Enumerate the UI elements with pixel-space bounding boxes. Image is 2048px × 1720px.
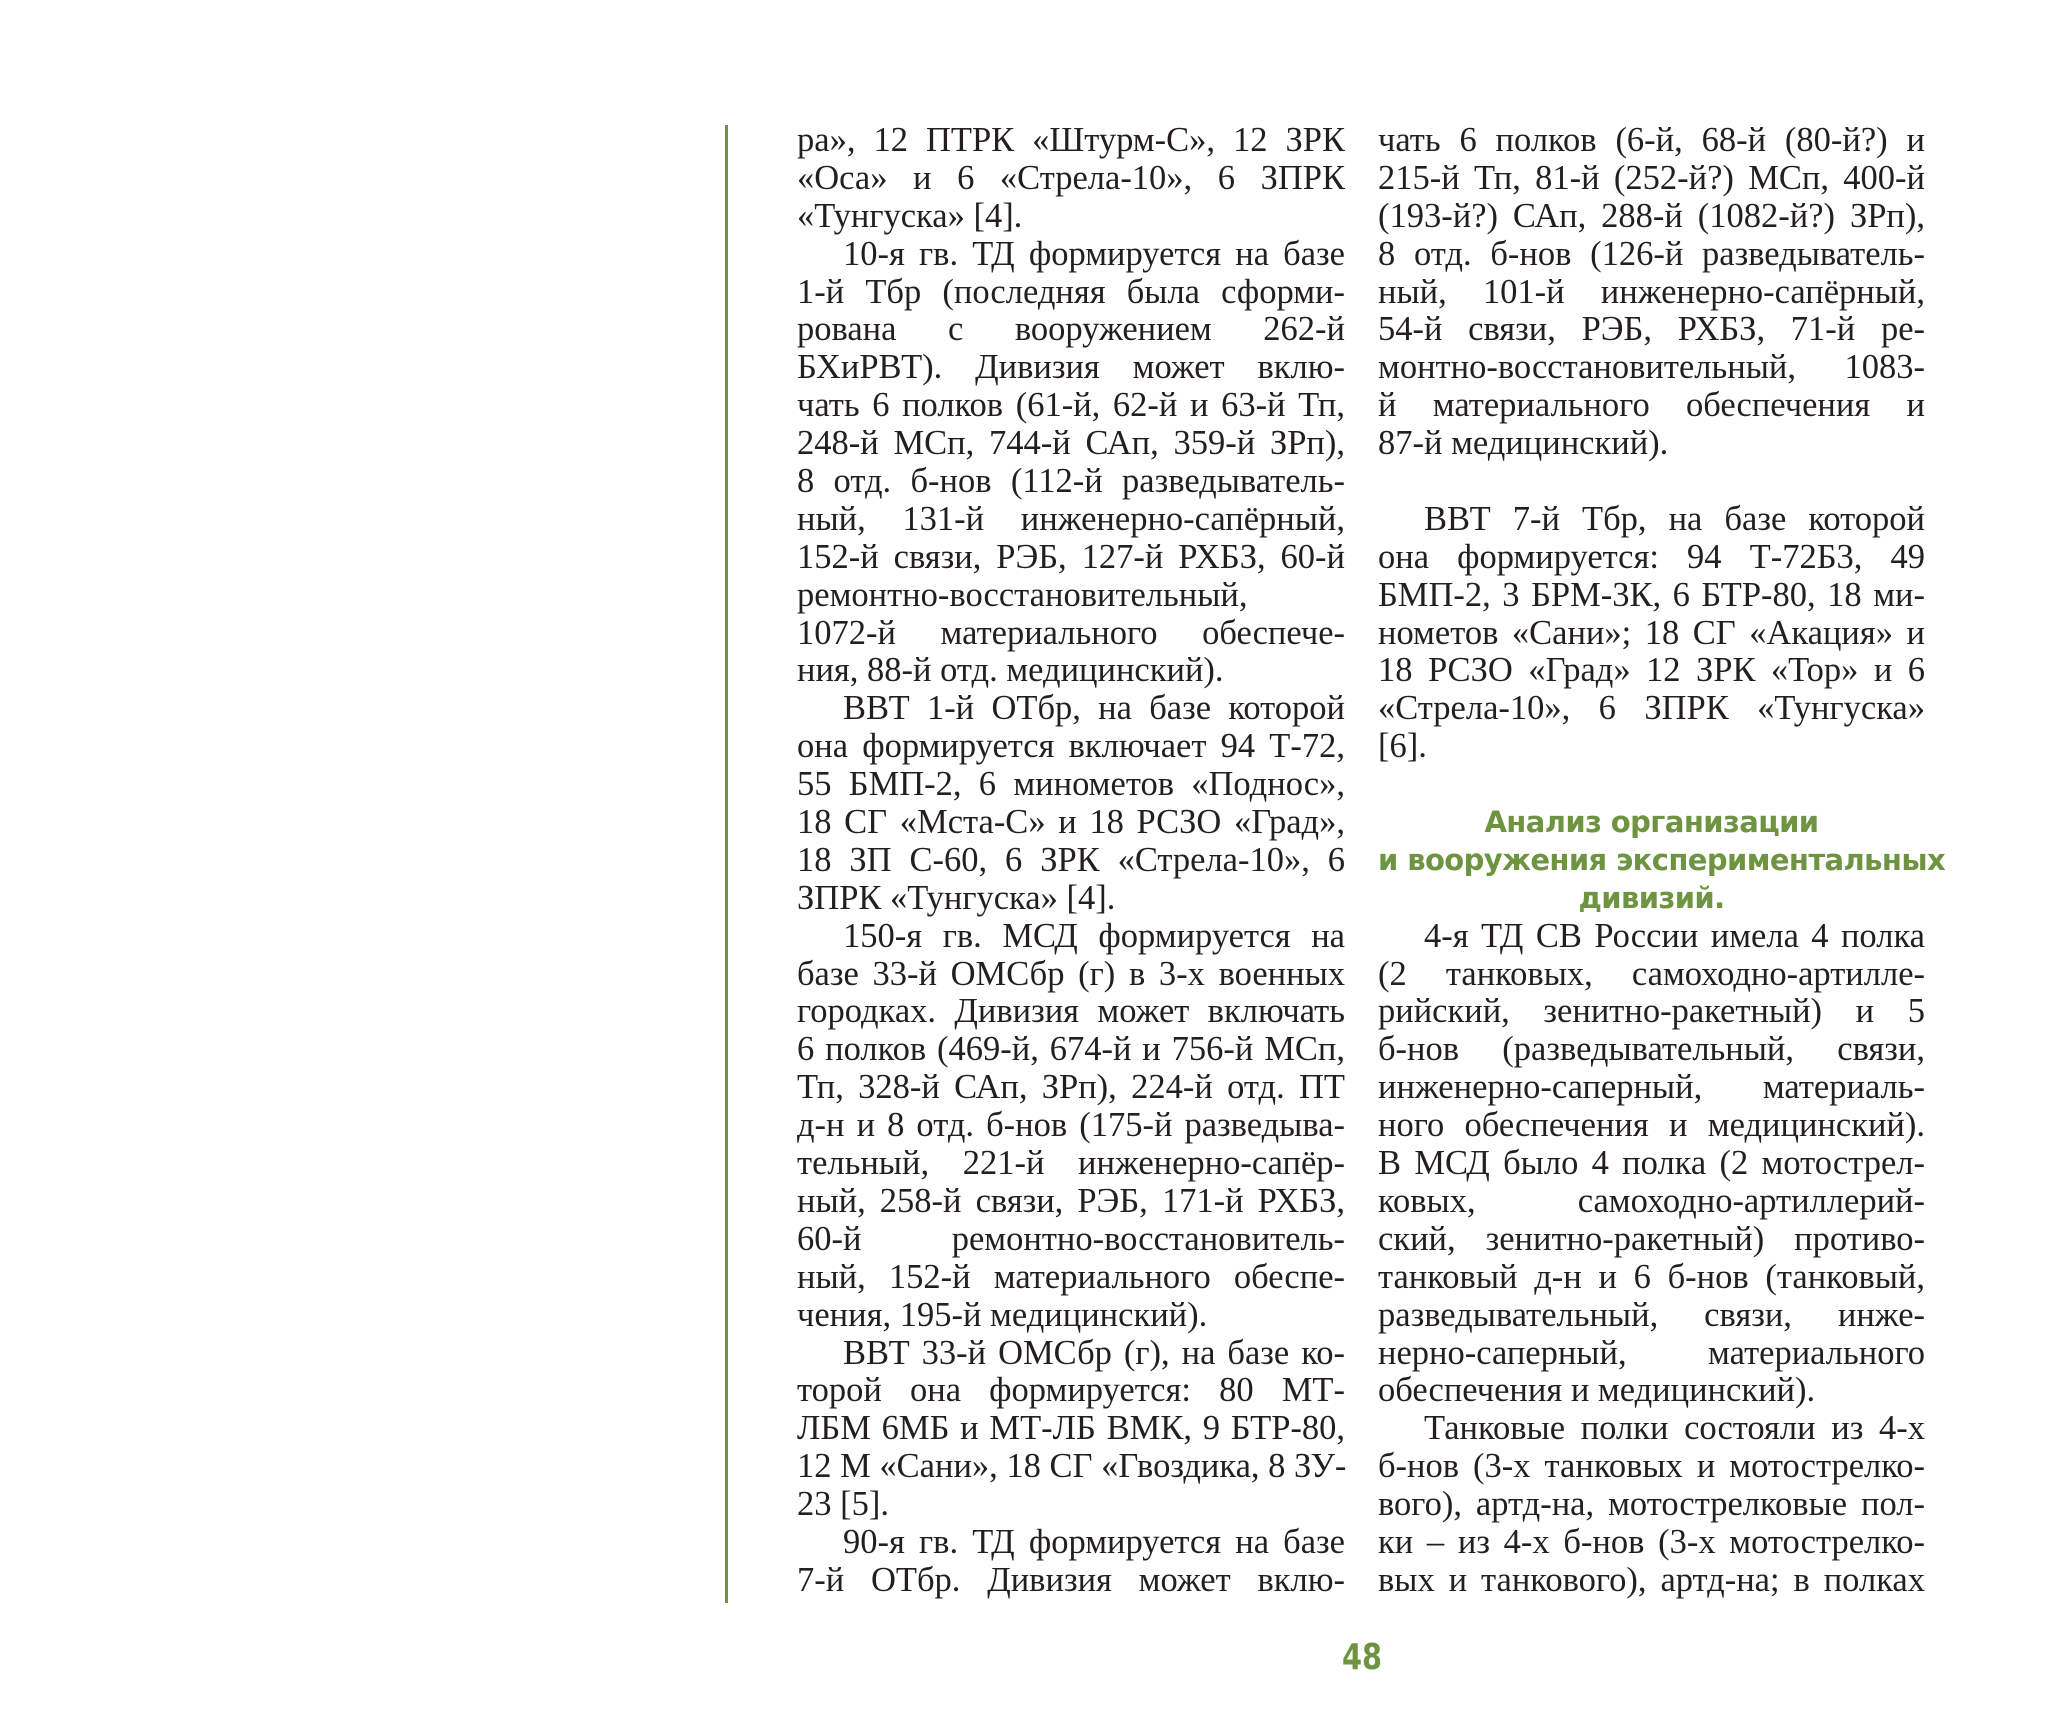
- text-line: ВВТ 1-й ОТбр, на базе которой: [843, 689, 1345, 728]
- text-line: й материального обеспечения и: [1378, 386, 1925, 425]
- text-line: (193-й?) САп, 288-й (1082-й?) ЗРп),: [1378, 196, 1925, 235]
- text-line: 18 ЗП С-60, 6 ЗРК «Стрела-10», 6: [797, 840, 1345, 879]
- text-line: она формируется включает 94 Т-72,: [797, 727, 1345, 766]
- text-line: ский, зенитно-ракетный) противо-: [1378, 1219, 1925, 1258]
- text-line: 18 СГ «Мста-С» и 18 РСЗО «Град»,: [797, 803, 1345, 842]
- text-line: 248-й МСп, 744-й САп, 359-й ЗРп),: [797, 424, 1345, 463]
- text-line: нерно-саперный, материального: [1378, 1333, 1925, 1372]
- text-line: 18 РСЗО «Град» 12 ЗРК «Тор» и 6: [1378, 651, 1925, 690]
- text-line: ного обеспечения и медицинский).: [1378, 1106, 1925, 1145]
- text-line: 23 [5].: [797, 1485, 889, 1524]
- text-line: 90-я гв. ТД формируется на базе: [843, 1522, 1345, 1561]
- text-line: тельный, 221-й инженерно-сапёр-: [797, 1144, 1345, 1183]
- text-line: монтно-восстановительный, 1083-: [1378, 348, 1925, 387]
- text-line: «Оса» и 6 «Стрела-10», 6 ЗПРК: [797, 158, 1345, 197]
- text-line: ный, 101-й инженерно-сапёрный,: [1378, 272, 1925, 311]
- text-line: ВВТ 33-й ОМСбр (г), на базе ко-: [843, 1333, 1345, 1372]
- text-line: б-нов (3-х танковых и мотострелко-: [1378, 1447, 1925, 1486]
- text-line: ра», 12 ПТРК «Штурм-С», 12 ЗРК: [797, 121, 1345, 159]
- text-line: 7-й ОТбр. Дивизия может вклю-: [797, 1560, 1345, 1599]
- text-line: вых и танкового), артд-на; в полках: [1378, 1560, 1925, 1599]
- text-line: ковых, самоходно-артиллерий-: [1378, 1181, 1925, 1220]
- text-line: [6].: [1378, 727, 1427, 766]
- text-line: рийский, зенитно-ракетный) и 5: [1378, 992, 1925, 1031]
- text-line: БМП-2, 3 БРМ-3К, 6 БТР-80, 18 ми-: [1378, 575, 1925, 614]
- text-line: разведывательный, связи, инже-: [1378, 1295, 1925, 1334]
- text-line: В МСД было 4 полка (2 мотострел-: [1378, 1144, 1925, 1183]
- text-line: 12 М «Сани», 18 СГ «Гвоздика, 8 ЗУ-: [797, 1447, 1347, 1486]
- text-line: 1-й Тбр (последняя была сформи-: [797, 272, 1345, 311]
- section-heading: [1378, 804, 1946, 918]
- text-line: ЛБМ 6МБ и МТ-ЛБ ВМК, 9 БТР-80,: [797, 1409, 1345, 1448]
- text-line: чения, 195-й медицинский).: [797, 1295, 1208, 1334]
- vertical-divider-rule: [725, 125, 728, 1603]
- text-line: ный, 152-й материального обеспе-: [797, 1257, 1345, 1296]
- text-line: она формируется: 94 Т-72Б3, 49: [1378, 537, 1925, 576]
- text-line: 215-й Тп, 81-й (252-й?) МСп, 400-й: [1378, 158, 1925, 197]
- text-line: (2 танковых, самоходно-артилле-: [1378, 954, 1925, 993]
- text-line: Тп, 328-й САп, ЗРп), 224-й отд. ПТ: [797, 1068, 1345, 1107]
- text-line: 8 отд. б-нов (112-й разведыватель-: [797, 462, 1345, 501]
- blank-line: [1378, 766, 1925, 804]
- text-line: рована с вооружением 262-й: [797, 310, 1345, 349]
- text-line: чать 6 полков (6-й, 68-й (80-й?) и: [1378, 121, 1925, 159]
- text-line: чать 6 полков (61-й, 62-й и 63-й Тп,: [797, 386, 1345, 425]
- text-line: 8 отд. б-нов (126-й разведыватель-: [1378, 234, 1925, 273]
- text-line: 6 полков (469-й, 674-й и 756-й МСп,: [797, 1030, 1345, 1069]
- text-line: вого), артд-на, мотострелковые пол-: [1378, 1485, 1925, 1524]
- text-line: нометов «Сани»; 18 СГ «Акация» и: [1378, 613, 1925, 652]
- right-column-upper-text: [1378, 122, 1925, 804]
- heading-line: Анализ организации: [1484, 805, 1819, 840]
- text-line: ный, 258-й связи, РЭБ, 171-й РХБЗ,: [797, 1181, 1345, 1220]
- text-line: инженерно-саперный, материаль-: [1378, 1068, 1925, 1107]
- text-line: 60-й ремонтно-восстановитель-: [797, 1219, 1345, 1258]
- text-line: ния, 88-й отд. медицинский).: [797, 651, 1224, 690]
- text-line: 55 БМП-2, 6 минометов «Поднос»,: [797, 765, 1345, 804]
- text-line: 1072-й материального обеспече-: [797, 613, 1345, 652]
- left-text-column: [797, 122, 1345, 1600]
- page-number: 48: [1341, 1637, 1383, 1678]
- text-line: городках. Дивизия может включать: [797, 992, 1345, 1031]
- text-line: 54-й связи, РЭБ, РХБЗ, 71-й ре-: [1378, 310, 1925, 349]
- text-line: обеспечения и медицинский).: [1378, 1371, 1816, 1410]
- text-line: «Тунгуска» [4].: [797, 196, 1023, 235]
- text-line: базе 33-й ОМСбр (г) в 3-х военных: [797, 954, 1345, 993]
- right-column-lower-text: [1378, 918, 1925, 1600]
- text-line: 10-я гв. ТД формируется на базе: [843, 234, 1345, 273]
- text-line: 87-й медицинский).: [1378, 424, 1669, 463]
- text-line: ки – из 4-х б-нов (3-х мотострелко-: [1378, 1522, 1925, 1561]
- blank-line: [1378, 463, 1925, 501]
- text-line: танковый д-н и 6 б-нов (танковый,: [1378, 1257, 1925, 1296]
- text-line: 4-я ТД СВ России имела 4 полка: [1424, 916, 1925, 955]
- text-line: б-нов (разведывательный, связи,: [1378, 1030, 1925, 1069]
- text-line: ЗПРК «Тунгуска» [4].: [797, 878, 1116, 917]
- text-line: 152-й связи, РЭБ, 127-й РХБЗ, 60-й: [797, 537, 1345, 576]
- text-line: БХиРВТ). Дивизия может вклю-: [797, 348, 1345, 387]
- heading-line: и вооружения экспериментальных: [1378, 842, 1946, 877]
- text-line: ВВТ 7-й Тбр, на базе которой: [1424, 499, 1925, 538]
- heading-line: дивизий.: [1578, 880, 1725, 915]
- right-text-column: [1378, 121, 1946, 1600]
- text-line: ремонтно-восстановительный,: [797, 575, 1248, 614]
- text-line: «Стрела-10», 6 ЗПРК «Тунгуска»: [1378, 689, 1925, 728]
- text-line: Танковые полки состояли из 4-х: [1424, 1409, 1925, 1448]
- text-line: торой она формируется: 80 МТ-: [797, 1371, 1345, 1410]
- text-line: ный, 131-й инженерно-сапёрный,: [797, 499, 1345, 538]
- text-line: 150-я гв. МСД формируется на: [843, 916, 1345, 955]
- text-line: д-н и 8 отд. б-нов (175-й разведыва-: [797, 1106, 1345, 1145]
